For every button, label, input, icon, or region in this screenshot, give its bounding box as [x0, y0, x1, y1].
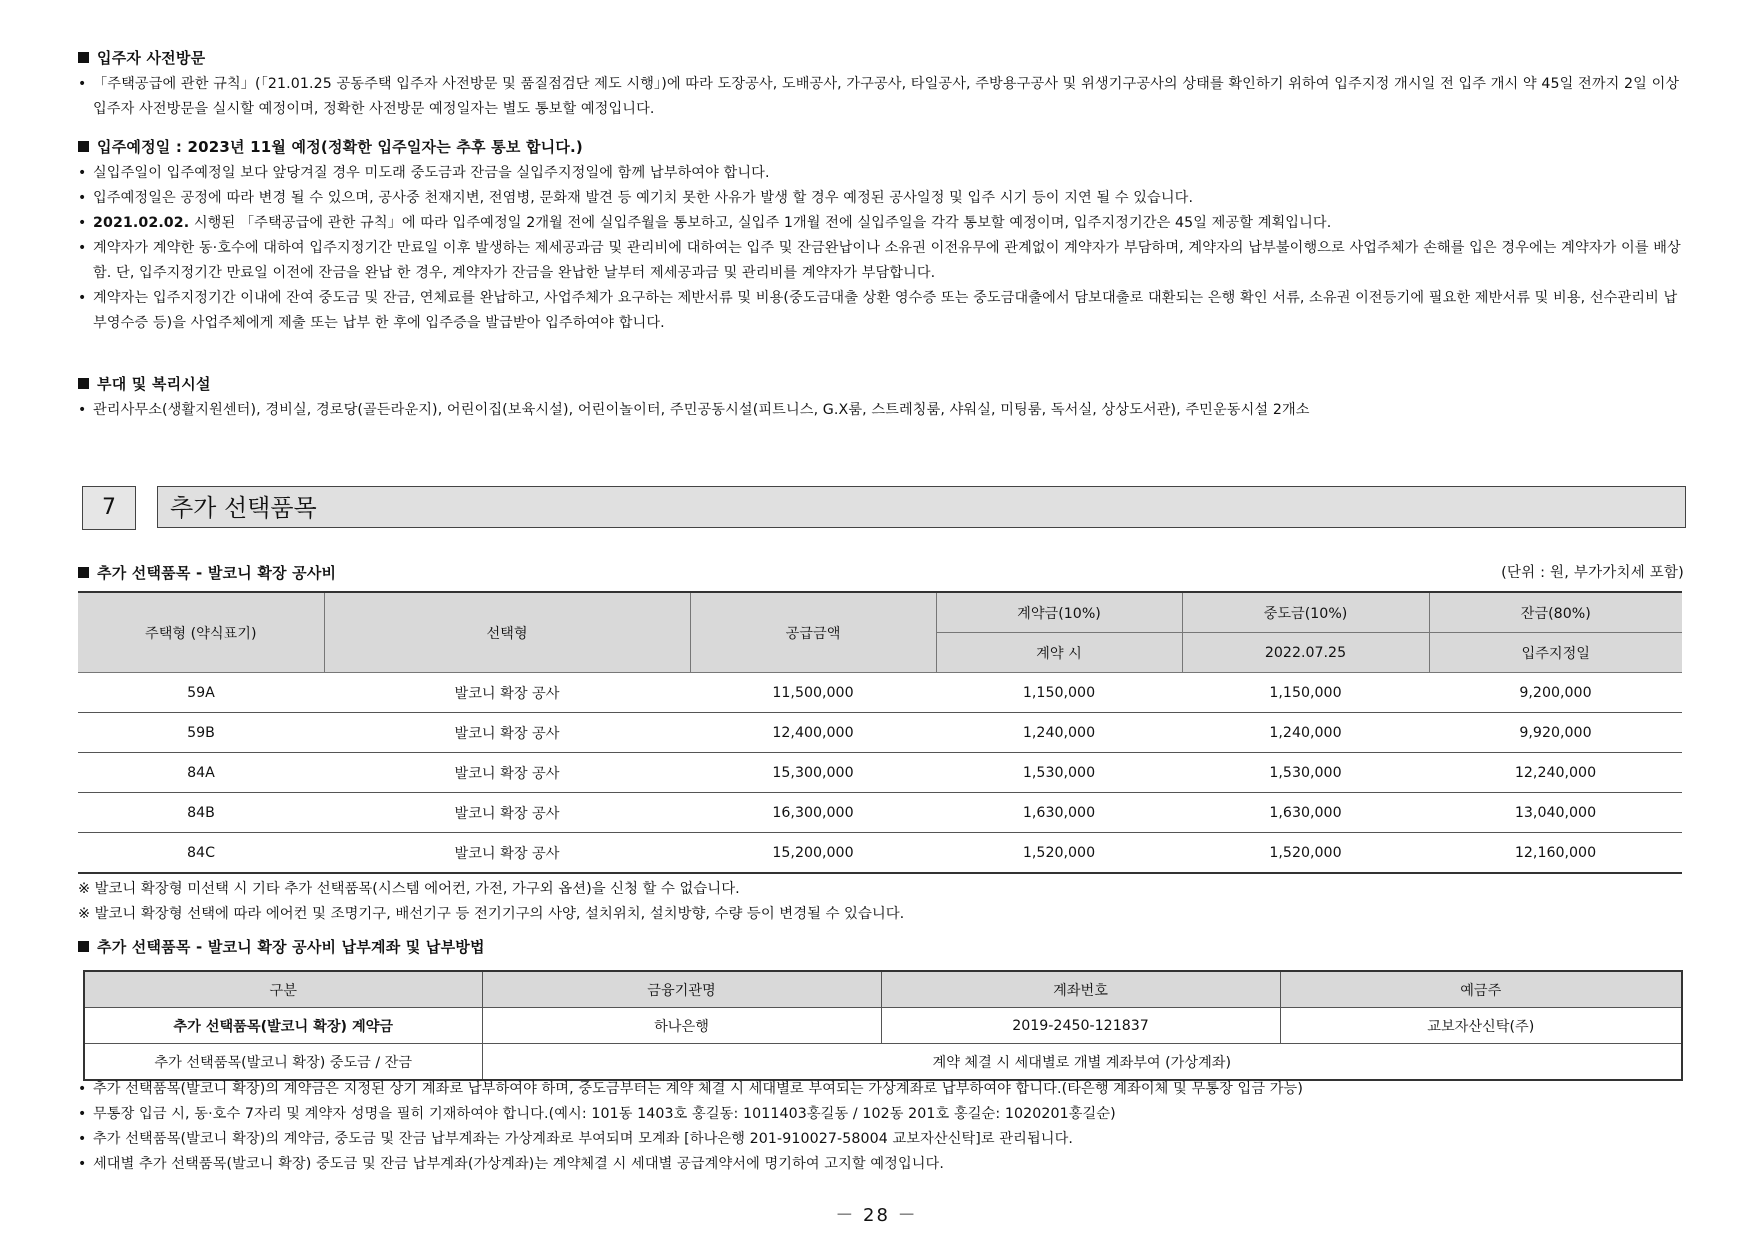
- section-heading: [78, 48, 1688, 68]
- header-deposit-sub: 계약 시: [936, 633, 1182, 673]
- balcony-cost-table: [78, 591, 1682, 874]
- header-option-type: 선택형: [324, 592, 690, 673]
- table-cell: 1,530,000: [936, 753, 1182, 793]
- table-cell: 추가 선택품목(발코니 확장) 계약금: [84, 1008, 482, 1044]
- list-item-text: 추가 선택품목(발코니 확장)의 계약금은 지정된 상기 계좌로 납부하여야 하며, 중도금부터는 계약 체결 시 세대별로 부여되는 가상계좌로 납부하여야 합니다.(타은행 계좌이체 및 무통장 입금 가능): [93, 1081, 1303, 1097]
- list-item-text: 「주택공급에 관한 규칙」(「21.01.25 공동주택 입주자 사전방문 및 품질점검단 제도 시행」)에 따라 도장공사, 도배공사, 가구공사, 타일공사, 주방용구공사 및 위생기구공사의 상태를 확인하기 위하여 입주지정 개시일 전 입주 개시 약 45일 전까지 2일 이상 입주자 사전방문을 실시할 예정이며, 정확한 사전방문 예정일자는 별도 통보할 예정입니다.: [93, 76, 1680, 117]
- table-cell: 발코니 확장 공사: [324, 673, 690, 713]
- heading-text: 추가 선택품목 - 발코니 확장 공사비: [97, 564, 337, 582]
- list-item-text: 무통장 입금 시, 동·호수 7자리 및 계약자 성명을 필히 기재하여야 합니다.(예시: 101동 1403호 홍길동: 1011403홍길동 / 102동 201호 홍길순: 1020201홍길순): [93, 1106, 1116, 1122]
- header-supply-amount: 공급금액: [690, 592, 936, 673]
- payment-table-wrap: [83, 970, 1681, 1081]
- header-housing-type: 주택형 (약식표기): [78, 592, 324, 673]
- table-cell: 발코니 확장 공사: [324, 793, 690, 833]
- payment-table: [83, 970, 1683, 1081]
- payment-notes: [78, 1077, 1688, 1177]
- header-balance-sub: 입주지정일: [1429, 633, 1682, 673]
- table-row: [78, 753, 1682, 793]
- bullet-dot-icon: •: [78, 240, 87, 256]
- square-bullet-icon: [78, 141, 89, 152]
- list-item: [78, 1127, 1688, 1152]
- bullet-list: [78, 72, 1688, 122]
- bullet-list: [78, 1077, 1688, 1177]
- balcony-cost-table-wrap: [78, 591, 1682, 927]
- note-item: ※ 발코니 확장형 미선택 시 기타 추가 선택품목(시스템 에어컨, 가전, 가구외 옵션)을 신청 할 수 없습니다.: [78, 881, 740, 897]
- table-cell: 1,240,000: [1182, 713, 1429, 753]
- list-item: [78, 1102, 1688, 1127]
- table-cell: 발코니 확장 공사: [324, 833, 690, 874]
- balcony-cost-section: [78, 563, 1684, 583]
- table-row: [84, 1044, 1682, 1081]
- section-heading: [78, 137, 1688, 157]
- table-cell: 9,920,000: [1429, 713, 1682, 753]
- bullet-dot-icon: •: [78, 1131, 87, 1147]
- table-row: [84, 1008, 1682, 1044]
- list-item: [78, 1077, 1688, 1102]
- square-bullet-icon: [78, 567, 89, 578]
- table-cell: 13,040,000: [1429, 793, 1682, 833]
- table-cell: 1,530,000: [1182, 753, 1429, 793]
- note-item: ※ 발코니 확장형 선택에 따라 에어컨 및 조명기구, 배선기구 등 전기기구의 사양, 설치위치, 설치방향, 수량 등이 변경될 수 있습니다.: [78, 906, 905, 922]
- header-deposit: 계약금(10%): [936, 592, 1182, 633]
- list-item-text: 계약자는 입주지정기간 이내에 잔여 중도금 및 잔금, 연체료를 완납하고, 사업주체가 요구하는 제반서류 및 비용(중도금대출 상환 영수증 또는 중도금대출에서 담보대출로 대환되는 은행 확인 서류, 소유권 이전등기에 필요한 제반서류 및 비용, 선수관리비 납부영수증 등)을 사업주체에게 제출 또는 납부 한 후에 입주증을 발급받아 입주하여야 합니다.: [93, 290, 1678, 331]
- table-cell: 1,240,000: [936, 713, 1182, 753]
- table-cell: 15,200,000: [690, 833, 936, 874]
- list-item: [78, 72, 1688, 122]
- heading-text: 부대 및 복리시설: [97, 375, 211, 393]
- bullet-dot-icon: •: [78, 1106, 87, 1122]
- header-middle-sub: 2022.07.25: [1182, 633, 1429, 673]
- list-item-text: 계약자가 계약한 동·호수에 대하여 입주지정기간 만료일 이후 발생하는 제세공과금 및 관리비에 대하여는 입주 및 잔금완납이나 소유권 이전유무에 관계없이 계약자가 부담하며, 계약자의 납부불이행으로 사업주체가 손해를 입은 경우에는 계약자가 이를 배상함. 단, 입주지정기간 만료일 이전에 잔금을 완납 한 경우, 계약자가 잔금을 완납한 날부터 제세공과금 및 관리비를 계약자가 부담합니다.: [93, 240, 1681, 281]
- square-bullet-icon: [78, 378, 89, 389]
- header-balance: 잔금(80%): [1429, 592, 1682, 633]
- table-cell: 1,150,000: [1182, 673, 1429, 713]
- table-cell: 84B: [78, 793, 324, 833]
- list-item: [78, 1152, 1688, 1177]
- list-item-text: 실입주일이 입주예정일 보다 앞당겨질 경우 미도래 중도금과 잔금을 실입주지정일에 함께 납부하여야 합니다.: [93, 165, 770, 181]
- bullet-dot-icon: •: [78, 76, 87, 92]
- list-item: [78, 211, 1688, 236]
- table-row: [78, 793, 1682, 833]
- heading-text: 추가 선택품목 - 발코니 확장 공사비 납부계좌 및 납부방법: [97, 938, 485, 956]
- table-cell: 84A: [78, 753, 324, 793]
- heading-text: 입주예정일 : 2023년 11월 예정(정확한 입주일자는 추후 통보 합니다.): [97, 138, 583, 156]
- table-cell: 하나은행: [482, 1008, 881, 1044]
- list-item-text: 세대별 추가 선택품목(발코니 확장) 중도금 및 잔금 납부계좌(가상계좌)는 계약체결 시 세대별 공급계약서에 명기하여 고지할 예정입니다.: [93, 1156, 944, 1172]
- bold-date: 2021.02.02.: [93, 215, 190, 231]
- list-item: [78, 398, 1688, 423]
- table-cell: 84C: [78, 833, 324, 874]
- list-item: [78, 186, 1688, 211]
- section-title: 추가 선택품목: [157, 486, 1686, 528]
- payment-section: [78, 937, 1688, 957]
- bullet-dot-icon: •: [78, 402, 87, 418]
- square-bullet-icon: [78, 52, 89, 63]
- bullet-dot-icon: •: [78, 1081, 87, 1097]
- table-row: [78, 673, 1682, 713]
- table-cell: 1,150,000: [936, 673, 1182, 713]
- bullet-list: [78, 398, 1688, 423]
- header-category: 구분: [84, 971, 482, 1008]
- header-middle: 중도금(10%): [1182, 592, 1429, 633]
- table-row: [78, 833, 1682, 874]
- unit-note: (단위 : 원, 부가가치세 포함): [1501, 565, 1684, 581]
- bullet-dot-icon: •: [78, 215, 87, 231]
- table-cell: 계약 체결 시 세대별로 개별 계좌부여 (가상계좌): [482, 1044, 1682, 1081]
- table-row: [78, 713, 1682, 753]
- list-item: [78, 236, 1688, 286]
- list-item-text: 시행된 「주택공급에 관한 규칙」에 따라 입주예정일 2개월 전에 실입주월을 통보하고, 실입주 1개월 전에 실입주일을 각각 통보할 예정이며, 입주지정기간은 45일 제공할 계획입니다.: [189, 215, 1332, 231]
- table-cell: 12,160,000: [1429, 833, 1682, 874]
- heading-text: 입주자 사전방문: [97, 49, 206, 67]
- bullet-dot-icon: •: [78, 190, 87, 206]
- table-cell: 발코니 확장 공사: [324, 753, 690, 793]
- table-cell: 16,300,000: [690, 793, 936, 833]
- facilities-section: [78, 374, 1688, 423]
- table-cell: 1,630,000: [936, 793, 1182, 833]
- table-cell: 59A: [78, 673, 324, 713]
- square-bullet-icon: [78, 941, 89, 952]
- section-header: [82, 486, 1688, 530]
- table-cell: 11,500,000: [690, 673, 936, 713]
- bullet-dot-icon: •: [78, 165, 87, 181]
- table-cell: 1,520,000: [936, 833, 1182, 874]
- table-cell: 9,200,000: [1429, 673, 1682, 713]
- table-cell: 발코니 확장 공사: [324, 713, 690, 753]
- bullet-dot-icon: •: [78, 290, 87, 306]
- section-heading: [78, 563, 1684, 583]
- list-item-text: 관리사무소(생활지원센터), 경비실, 경로당(골든라운지), 어린이집(보육시설), 어린이놀이터, 주민공동시설(피트니스, G.X룸, 스트레칭룸, 샤워실, 미팅룸, 독서실, 상상도서관), 주민운동시설 2개소: [93, 402, 1310, 418]
- table-cell: 1,520,000: [1182, 833, 1429, 874]
- bullet-dot-icon: •: [78, 1156, 87, 1172]
- section-heading: [78, 937, 1688, 957]
- list-item-text: 입주예정일은 공정에 따라 변경 될 수 있으며, 공사중 천재지변, 전염병, 문화재 발견 등 예기치 못한 사유가 발생 할 경우 예정된 공사일정 및 입주 시기 등이 지연 될 수 있습니다.: [93, 190, 1194, 206]
- table-cell: 15,300,000: [690, 753, 936, 793]
- header-account-holder: 예금주: [1280, 971, 1682, 1008]
- table-cell: 12,240,000: [1429, 753, 1682, 793]
- table-cell: 추가 선택품목(발코니 확장) 중도금 / 잔금: [84, 1044, 482, 1081]
- list-item: [78, 286, 1688, 336]
- list-item: [78, 161, 1688, 186]
- table-cell: 12,400,000: [690, 713, 936, 753]
- section-number: 7: [82, 486, 136, 530]
- header-account-number: 계좌번호: [881, 971, 1280, 1008]
- table-cell: 2019-2450-121837: [881, 1008, 1280, 1044]
- page-number: － 28 －: [835, 1205, 918, 1226]
- section-heading: [78, 374, 1688, 394]
- header-bank: 금융기관명: [482, 971, 881, 1008]
- bullet-list: [78, 161, 1688, 336]
- table-cell: 59B: [78, 713, 324, 753]
- table-cell: 교보자산신탁(주): [1280, 1008, 1682, 1044]
- move-in-date-section: [78, 137, 1688, 336]
- table-notes: [78, 877, 1682, 927]
- table-cell: 1,630,000: [1182, 793, 1429, 833]
- move-in-visit-section: [78, 48, 1688, 122]
- list-item-text: 추가 선택품목(발코니 확장)의 계약금, 중도금 및 잔금 납부계좌는 가상계좌로 부여되며 모계좌 [하나은행 201-910027-58004 교보자산신탁]로 관리됩니다.: [93, 1131, 1073, 1147]
